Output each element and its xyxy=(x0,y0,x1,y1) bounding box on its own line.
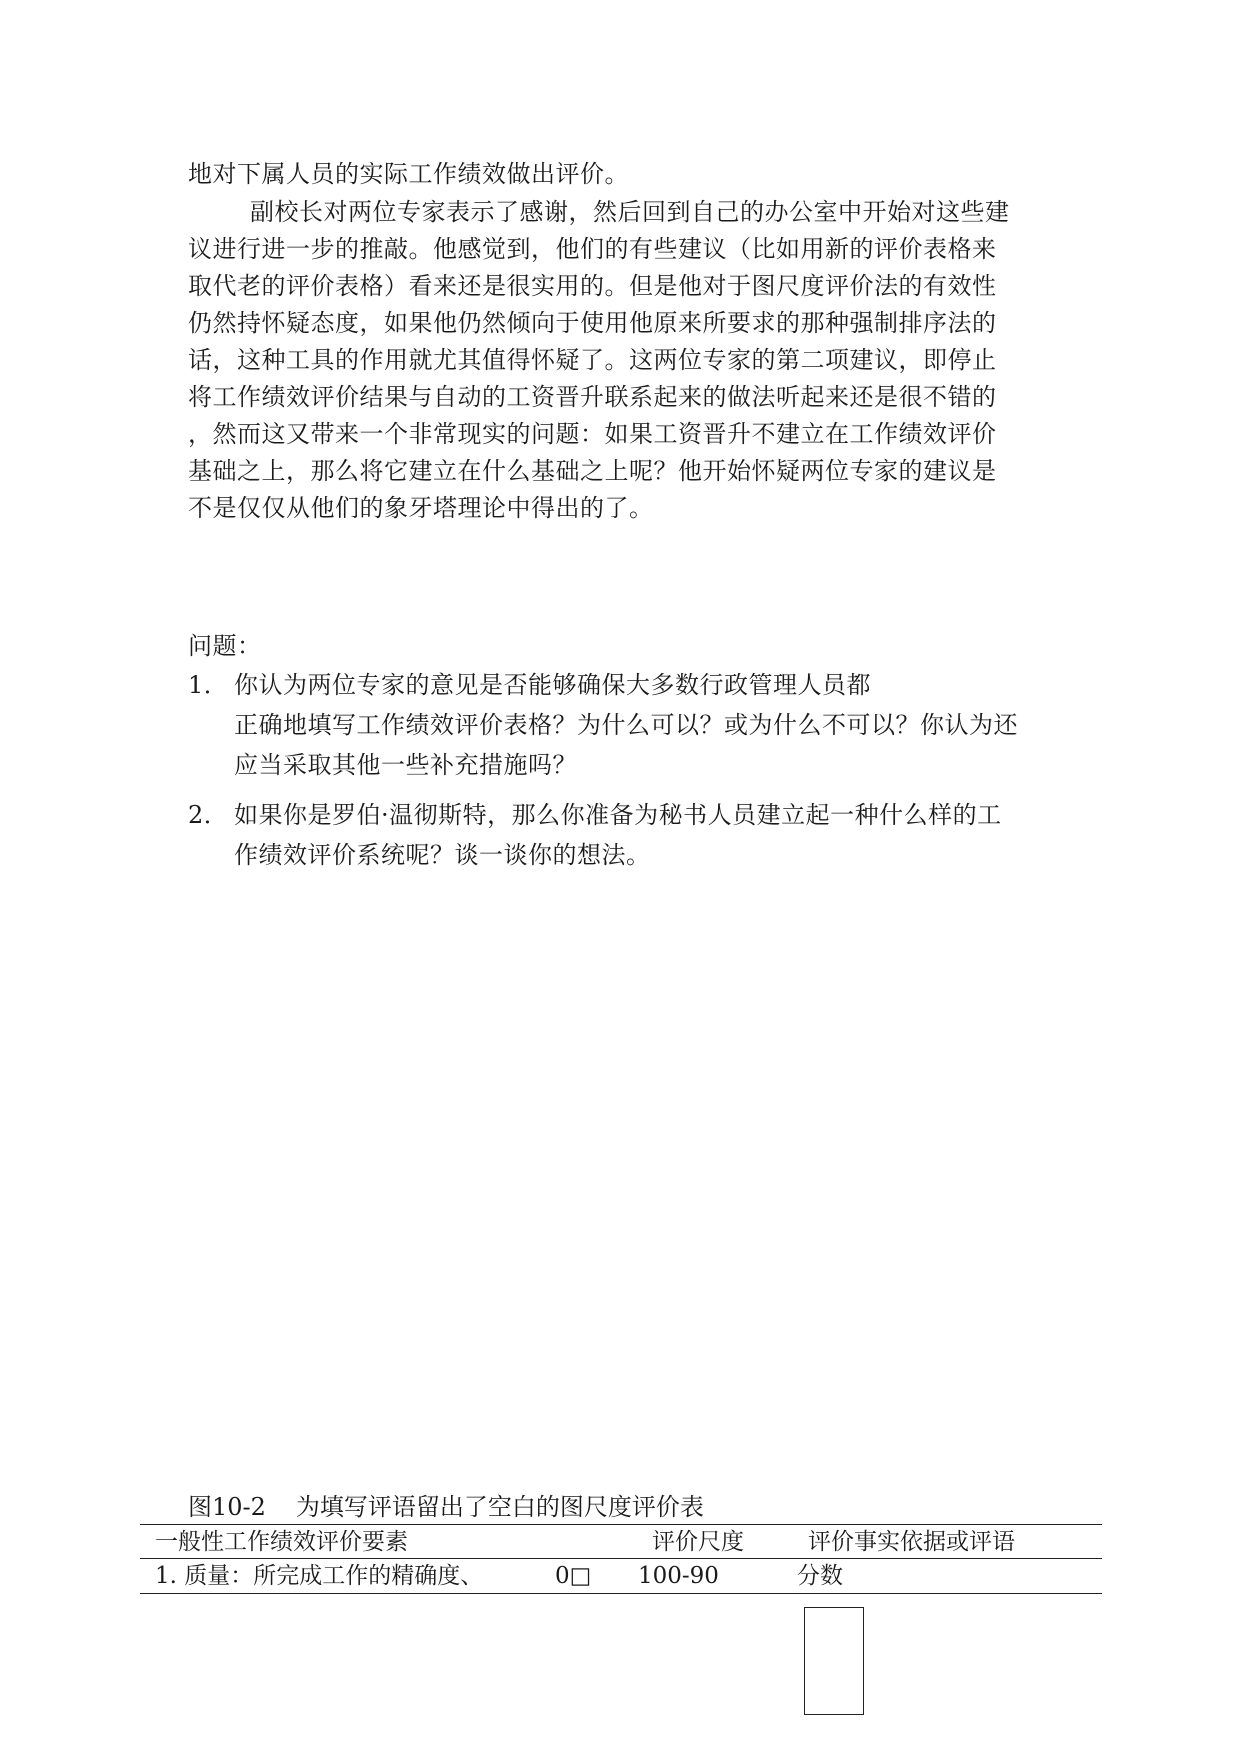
table-header-rule xyxy=(140,1558,1102,1559)
score-entry-box[interactable] xyxy=(804,1607,864,1715)
body-line-1: 地对下属人员的实际工作绩效做出评价。 xyxy=(188,160,629,188)
figure-label: 图10-2 xyxy=(188,1493,266,1521)
row1-factor: 1. 质量：所完成工作的精确度、 xyxy=(155,1563,484,1589)
question-2-number: 2． xyxy=(188,801,229,829)
question-1-line-2: 正确地填写工作绩效评价表格？为什么可以？或为什么不可以？你认为还 xyxy=(234,711,1018,739)
figure-title: 为填写评语留出了空白的图尺度评价表 xyxy=(295,1493,704,1521)
row1-score-label: 分数 xyxy=(797,1563,843,1589)
body-line-4: 取代老的评价表格）看来还是很实用的。但是他对于图尺度评价法的有效性 xyxy=(188,272,997,300)
body-line-5: 仍然持怀疑态度，如果他仍然倾向于使用他原来所要求的那种强制排序法的 xyxy=(188,309,997,337)
question-2-line-1: 如果你是罗伯·温彻斯特，那么你准备为秘书人员建立起一种什么样的工 xyxy=(234,801,1002,829)
question-1-number: 1． xyxy=(188,671,229,699)
header-scale: 评价尺度 xyxy=(652,1529,744,1555)
row1-scale: 100-90 xyxy=(638,1563,719,1589)
body-line-9: 基础之上，那么将它建立在什么基础之上呢？他开始怀疑两位专家的建议是 xyxy=(188,457,997,485)
figure-caption xyxy=(188,1490,704,1524)
question-1-line-1: 你认为两位专家的意见是否能够确保大多数行政管理人员都 xyxy=(234,671,871,699)
body-line-6: 话，这种工具的作用就尤其值得怀疑了。这两位专家的第二项建议，即停止 xyxy=(188,346,997,374)
body-line-10: 不是仅仅从他们的象牙塔理论中得出的了。 xyxy=(188,494,654,522)
row1-checkbox[interactable]: 0□ xyxy=(555,1563,592,1589)
questions-heading: 问题： xyxy=(188,632,262,660)
question-2-line-2: 作绩效评价系统呢？谈一谈你的想法。 xyxy=(234,841,651,869)
table-top-rule xyxy=(140,1524,1102,1525)
question-1-line-3: 应当采取其他一些补充措施吗？ xyxy=(234,751,577,779)
header-comments: 评价事实依据或评语 xyxy=(808,1529,1015,1555)
body-line-3: 议进行进一步的推敲。他感觉到，他们的有些建议（比如用新的评价表格来 xyxy=(188,235,997,263)
table-row-rule xyxy=(140,1593,1102,1594)
body-line-8: ，然而这又带来一个非常现实的问题：如果工资晋升不建立在工作绩效评价 xyxy=(188,420,997,448)
header-factor: 一般性工作绩效评价要素 xyxy=(155,1529,408,1555)
body-line-7: 将工作绩效评价结果与自动的工资晋升联系起来的做法听起来还是很不错的 xyxy=(188,383,997,411)
body-line-2: 副校长对两位专家表示了感谢，然后回到自己的办公室中开始对这些建 xyxy=(250,198,1010,226)
